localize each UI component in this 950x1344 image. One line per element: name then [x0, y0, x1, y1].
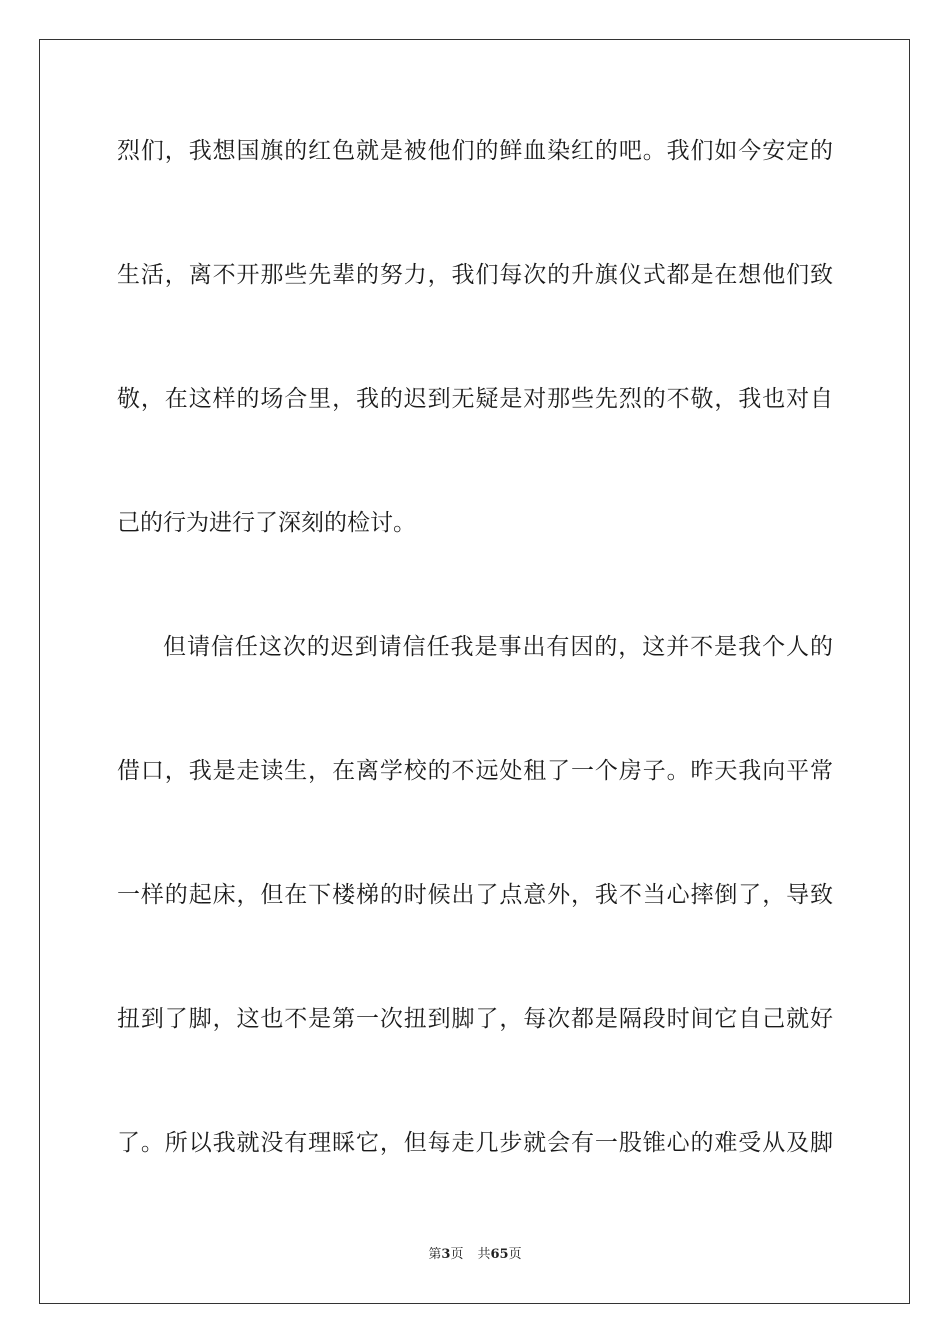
text-line-2: 生活，离不开那些先辈的努力，我们每次的升旗仪式都是在想他们致 [117, 262, 833, 288]
total-suffix: 页 [508, 1247, 522, 1262]
text-line-1: 烈们，我想国旗的红色就是被他们的鲜血染红的吧。我们如今安定的 [117, 138, 833, 164]
text-line-8: 扭到了脚，这也不是第一次扭到脚了，每次都是隔段时间它自己就好 [117, 1006, 833, 1032]
text-line-6: 借口，我是走读生，在离学校的不远处租了一个房子。昨天我向平常 [117, 758, 833, 784]
page-footer [0, 1246, 950, 1264]
text-line-3: 敬，在这样的场合里，我的迟到无疑是对那些先烈的不敬，我也对自 [117, 386, 833, 412]
text-line-4: 己的行为进行了深刻的检讨。 [117, 510, 416, 536]
text-line-5: 但请信任这次的迟到请信任我是事出有因的，这并不是我个人的 [163, 634, 833, 660]
total-prefix: 共 [477, 1247, 491, 1262]
total-pages: 65 [490, 1247, 509, 1262]
page-suffix: 页 [450, 1247, 464, 1262]
text-line-9: 了。所以我就没有理睬它，但每走几步就会有一股锥心的难受从及脚 [117, 1130, 833, 1156]
text-line-7: 一样的起床，但在下楼梯的时候出了点意外，我不当心摔倒了，导致 [117, 882, 833, 908]
page-border [39, 39, 910, 1304]
page-prefix: 第 [428, 1247, 442, 1262]
page-number: 3 [441, 1247, 451, 1262]
